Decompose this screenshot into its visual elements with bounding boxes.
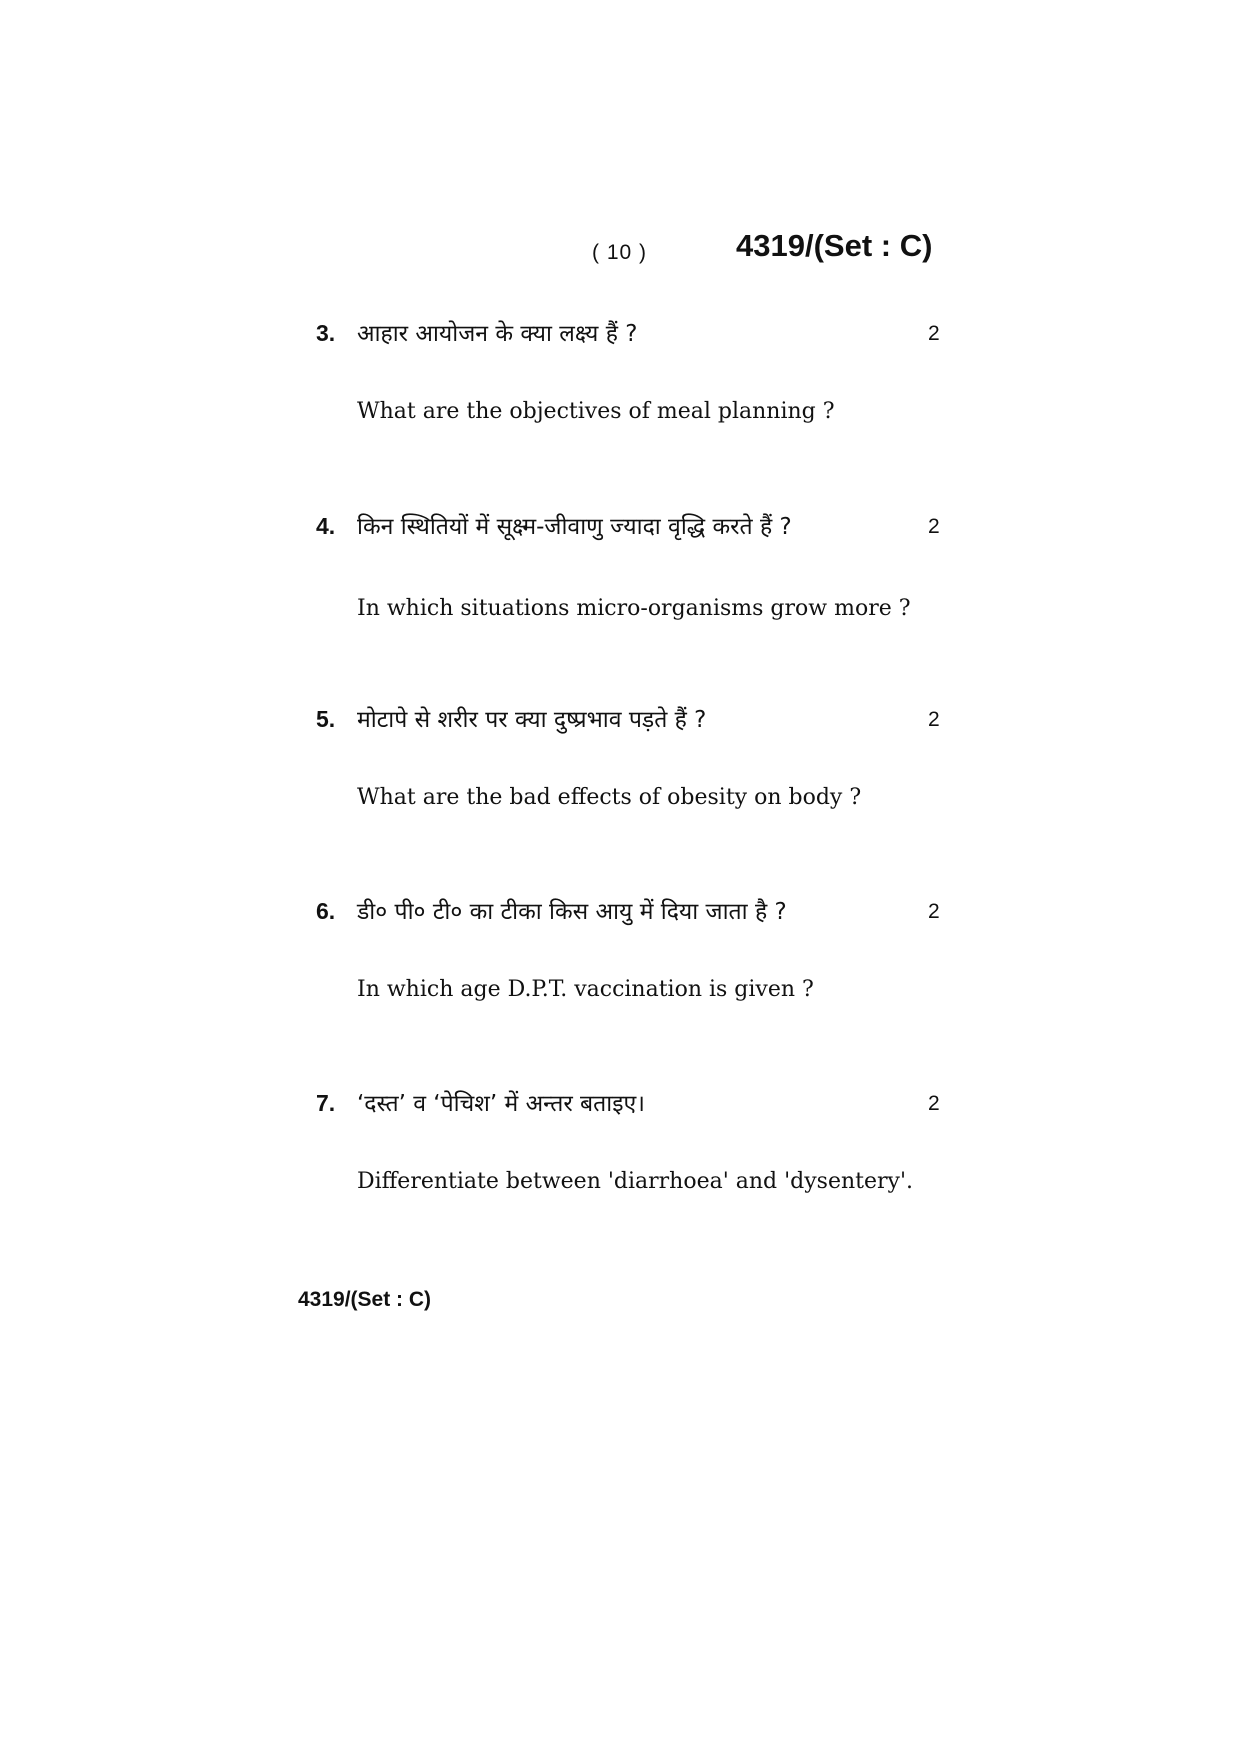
question-5 — [0, 706, 1240, 836]
question-text-english: In which situations micro-organisms grow more ? — [357, 596, 911, 621]
question-4 — [0, 513, 1240, 643]
question-text-hindi: आहार आयोजन के क्या लक्ष्य हैं ? — [357, 321, 638, 347]
question-3 — [0, 320, 1240, 450]
question-marks: 2 — [928, 708, 940, 731]
question-text-english: Differentiate between 'diarrhoea' and 'dysentery'. — [357, 1169, 914, 1194]
question-number: 5. — [316, 706, 336, 732]
question-text-english: What are the objectives of meal planning ? — [357, 399, 835, 424]
question-text-hindi: डी० पी० टी० का टीका किस आयु में दिया जाता है ? — [357, 899, 787, 925]
question-text-hindi: किन स्थितियों में सूक्ष्म-जीवाणु ज्यादा वृद्धि करते हैं ? — [357, 514, 792, 540]
question-7 — [0, 1090, 1240, 1220]
question-number: 6. — [316, 898, 336, 924]
question-number: 4. — [316, 513, 336, 539]
paper-code-header: 4319/(Set : C) — [736, 228, 933, 263]
question-marks: 2 — [928, 900, 940, 923]
question-marks: 2 — [928, 515, 940, 538]
question-number: 3. — [316, 320, 336, 346]
question-marks: 2 — [928, 322, 940, 345]
question-text-english: In which age D.P.T. vaccination is given ? — [357, 977, 814, 1002]
question-6 — [0, 898, 1240, 1028]
page-number: ( 10 ) — [592, 241, 648, 264]
question-text-english: What are the bad effects of obesity on body ? — [357, 785, 862, 810]
question-marks: 2 — [928, 1092, 940, 1115]
paper-code-footer: 4319/(Set : C) — [298, 1288, 432, 1311]
question-text-hindi: ‘दस्त’ व ‘पेचिश’ में अन्तर बताइए। — [357, 1091, 645, 1117]
question-number: 7. — [316, 1090, 336, 1116]
question-text-hindi: मोटापे से शरीर पर क्या दुष्प्रभाव पड़ते हैं ? — [357, 707, 707, 733]
